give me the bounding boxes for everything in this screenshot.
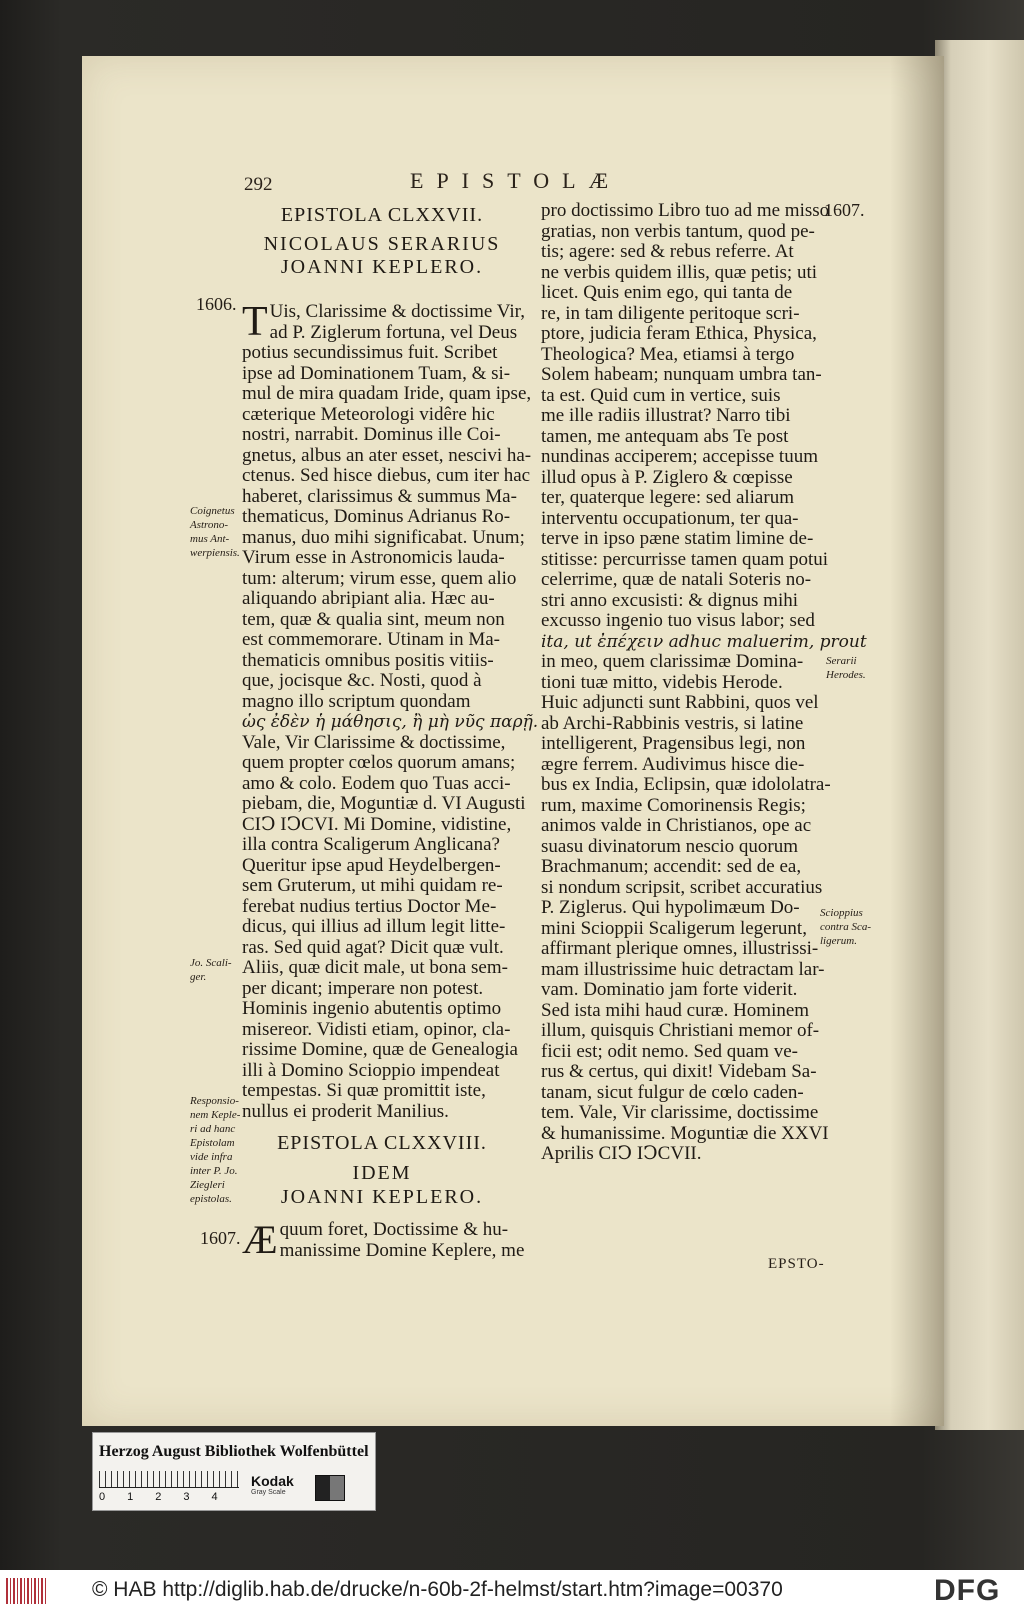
text-line: ab Archi-Rabbinis vestris, si latine [541, 712, 804, 734]
dfg-logo: DFG [934, 1574, 1001, 1607]
margin-note-line: ri ad hanc [190, 1123, 236, 1135]
text-line: tanam, sicut fulgur de cœlo caden- [541, 1081, 804, 1103]
margin-note-line: ger. [190, 971, 207, 983]
text-line: illi à Domino Scioppio impendeat [242, 1059, 500, 1081]
text-line: nostri, narrabit. Dominus ille Coi- [242, 424, 501, 445]
letter178-heading: EPISTOLA CLXXVIII. [277, 1132, 487, 1154]
text-line: ita, ut ἐπέχειν adhuc maluerim, prout [541, 631, 867, 652]
text-line: excusso ingenio tuo visus labor; sed [541, 610, 815, 631]
margin-note-line: contra Sca- [820, 921, 872, 933]
text-line: quum foret, Doctissime & hu- [279, 1219, 509, 1240]
margin-note-line: epistolas. [190, 1193, 232, 1205]
text-line: tum: alterum; virum esse, quem alio [242, 567, 517, 589]
text-line: Aprilis CIↃ IↃCVII. [541, 1143, 702, 1164]
text-line: ipse ad Dominationem Tuam, & si- [242, 362, 511, 384]
text-line: stitisse: percurrisse tamen quam potui [541, 548, 829, 570]
text-line: in meo, quem clarissimæ Domina- [541, 651, 804, 672]
text-line: ὡς ἐδὲν ἡ μάθησις, ἢ μὴ νῦς παρῇ. [242, 712, 539, 732]
text-line: vam. Dominatio jam forte viderit. [541, 979, 798, 1000]
text-line: affirmant plerique omnes, illustrissi- [541, 938, 819, 959]
text-line: manus, duo mihi significabat. Unum; [242, 526, 525, 548]
letter178-year: 1607. [200, 1228, 241, 1248]
margin-note-line: Jo. Scali- [190, 957, 232, 969]
text-line: Sed ista mihi haud curæ. Hominem [541, 999, 810, 1021]
text-line: ctenus. Sed hisce diebus, cum iter hac [242, 465, 531, 486]
letter177-sender: NICOLAUS SERARIUS [263, 233, 501, 255]
letter177-recipient: JOANNI KEPLERO. [280, 256, 484, 278]
margin-note-serarii [826, 654, 866, 682]
text-line: piebam, die, Moguntiæ d. VI Augusti [242, 793, 526, 814]
text-line: cæterique Meteorologi vidêre hic [242, 403, 495, 425]
text-line: licet. Quis enim ego, qui tanta de [541, 282, 793, 303]
text-line: tamen, me antequam abs Te post [541, 425, 789, 447]
text-line: ficii est; odit nemo. Sed quam ve- [541, 1040, 798, 1062]
margin-note-line: Epistolam [190, 1137, 235, 1149]
text-line: Uis, Clarissime & doctissime Vir, [269, 301, 525, 322]
library-name: Herzog August Bibliothek Wolfenbüttel [99, 1443, 369, 1460]
text-line: ad P. Ziglerum fortuna, vel Deus [269, 321, 518, 343]
text-line: thematicis omnibus positis vitiis- [242, 649, 494, 671]
letter178-recipient: JOANNI KEPLERO. [280, 1186, 484, 1208]
text-line: Huic adjuncti sunt Rabbini, quos vel [541, 692, 819, 713]
margin-note-line: inter P. Jo. [190, 1165, 238, 1177]
text-line: terve in ipso pæne statim limine de- [541, 528, 814, 549]
margin-note-line: Astrono- [190, 519, 229, 531]
text-line: magno illo scriptum quondam [242, 690, 471, 712]
catchword: EPSTO- [768, 1256, 825, 1272]
text-line: ter, quaterque legere: sed aliarum [541, 487, 794, 508]
ruler-numbers: 01234 [99, 1491, 240, 1503]
text-line: P. Ziglerus. Qui hypolimæum Do- [541, 897, 800, 918]
margin-note-line: Ziegleri [190, 1179, 225, 1191]
letter178-year-right: 1607. [824, 200, 865, 220]
margin-note-line: mus Ant- [190, 533, 230, 545]
margin-note-line: Serarii [826, 655, 857, 667]
margin-note-line: werpiensis. [190, 547, 240, 559]
text-line: illa contra Scaligerum Anglicana? [242, 834, 500, 855]
text-line: potius secundissimus fuit. Scribet [242, 342, 498, 363]
text-line: ptore, judicia feram Ethica, Physica, [541, 323, 817, 344]
scale-ruler [99, 1471, 239, 1488]
text-line: manissime Domine Keplere, me [279, 1239, 525, 1261]
margin-note-coignetus [190, 504, 240, 560]
text-line: tis; agere: sed & rebus referre. At [541, 241, 794, 262]
text-line: mam illustrissime huic detractam lar- [541, 958, 825, 980]
text-line: Brachmanum; accendit: sed de ea, [541, 856, 802, 877]
text-line: ne verbis quidem illis, quæ petis; uti [541, 261, 818, 283]
text-line: tioni tuæ mitto, videbis Herode. [541, 671, 783, 693]
source-url[interactable]: © HAB http://diglib.hab.de/drucke/n-60b-2f-helmst/start.htm?image=00370 [92, 1578, 783, 1601]
text-line: nullus ei proderit Manilius. [242, 1100, 449, 1122]
letter177-year: 1606. [196, 294, 237, 314]
text-line: tem. Vale, Vir clarissime, doctissime [541, 1102, 819, 1123]
text-line: aliquando abripiant alia. Hæc au- [242, 588, 495, 609]
letter177-body [242, 299, 539, 1122]
text-line: haberet, clarissimus & summus Ma- [242, 485, 517, 507]
text-line: rus & certus, qui dixit! Videbam Sa- [541, 1061, 817, 1082]
text-line: tempestas. Si quæ promittit iste, [242, 1080, 486, 1101]
text-line: CIↃ IↃCVI. Mi Domine, vidistine, [242, 813, 512, 835]
text-line: ferebat nudius tertius Doctor Me- [242, 895, 497, 917]
margin-note-scaliger [190, 956, 232, 984]
text-line: Solem habeam; nunquam umbra tan- [541, 364, 822, 385]
text-line: thematicus, Dominus Adrianus Ro- [242, 506, 511, 527]
letter178-sender: IDEM [352, 1162, 412, 1184]
running-head: EPISTOLÆ [410, 168, 622, 193]
page-number: 292 [244, 174, 273, 195]
text-line: illum, quisquis Christiani memor of- [541, 1020, 820, 1041]
text-line: est commemorare. Utinam in Ma- [242, 629, 501, 650]
margin-note-responsio [190, 1094, 240, 1206]
letter177-heading: EPISTOLA CLXXVII. [280, 204, 484, 226]
text-line: gnetus, albus an ater esset, nescivi ha- [242, 444, 532, 466]
text-line: Hominis ingenio abutentis optimo [242, 998, 502, 1019]
margin-note-line: Coignetus [190, 505, 235, 517]
text-line: illud opus à P. Ziglero & cœpisse [541, 466, 793, 488]
text-line: misereor. Vidisti etiam, opinor, cla- [242, 1018, 511, 1040]
text-line: Aliis, quæ dicit male, ut bona sem- [242, 957, 508, 978]
text-line: animos valde in Christianos, ope ac [541, 815, 812, 836]
text-line: re, in tam diligente peritoque scri- [541, 302, 800, 324]
kodak-logo: Kodak [251, 1473, 294, 1489]
footer-bar [0, 1570, 1024, 1611]
margin-note-line: Responsio- [190, 1095, 239, 1107]
margin-note-line: Scioppius [820, 907, 863, 919]
text-line: mini Scioppii Scaligerum legerunt, [541, 917, 807, 939]
dropcap-ae: Æ [242, 1217, 278, 1262]
text-line: amo & colo. Eodem quo Tuas acci- [242, 772, 511, 794]
text-line: suasu divinatorum nescio quorum [541, 835, 798, 857]
text-line: si nondum scripsit, scribet accuratius [541, 876, 823, 898]
margin-note-line: Herodes. [826, 669, 866, 681]
text-line: Queritur ipse apud Heydelbergen- [242, 854, 501, 876]
margin-note-line: nem Keple- [190, 1109, 241, 1121]
text-line: me ille radiis illustrat? Narro tibi [541, 405, 791, 426]
page-gutter-shadow [890, 56, 944, 1426]
letter178-opening [242, 1217, 525, 1262]
text-line: sem Gruterum, ut mihi quidam re- [242, 875, 503, 896]
gray-scale-label: Gray Scale [251, 1489, 286, 1496]
gray-scale-chip [315, 1475, 345, 1501]
text-line: bus ex India, Eclipsin, quæ idololatra- [541, 774, 831, 795]
text-line: stri anno excusisti: & dignus mihi [541, 589, 799, 611]
dropcap-t: T [242, 299, 268, 345]
text-line: mul de mira quadam Iride, quam ipse, [242, 383, 532, 404]
text-line: rissime Domine, quæ de Genealogia [242, 1039, 518, 1060]
facing-page-edge [935, 40, 1024, 1430]
text-line: que, jocisque &c. Nosti, quod à [242, 670, 482, 691]
text-line: pro doctissimo Libro tuo ad me misso [541, 200, 830, 221]
text-line: ægre ferrem. Audivimus hisce die- [541, 753, 805, 775]
barcode-icon [6, 1578, 48, 1604]
text-line: dicus, qui illius ad illum legit litte- [242, 916, 506, 937]
text-line: gratias, non verbis tantum, quod pe- [541, 220, 815, 242]
text-line: ta est. Quid cum in vertice, suis [541, 384, 781, 406]
margin-note-scioppius [820, 906, 871, 948]
text-line: intelligerent, Pragensibus legi, non [541, 733, 806, 754]
margin-note-line: ligerum. [820, 935, 857, 947]
text-line: & humanissime. Moguntiæ die XXVI [541, 1122, 829, 1144]
text-line: tem, quæ & qualia sint, meum non [242, 608, 505, 630]
margin-note-line: vide infra [190, 1151, 233, 1163]
text-line: per dicant; imperare non potest. [242, 977, 484, 999]
text-line: Virum esse in Astronomicis lauda- [242, 547, 505, 568]
text-line: quem propter cœlos quorum amans; [242, 752, 516, 773]
text-line: nundinas acciperem; accepisse tuum [541, 446, 818, 467]
text-line: Vale, Vir Clarissime & doctissime, [242, 731, 506, 753]
text-line: interventu occupationum, ter qua- [541, 507, 799, 529]
text-line: Theologica? Mea, etiamsi à tergo [541, 343, 795, 365]
library-label-card [92, 1432, 376, 1511]
text-line: rum, maxime Comorinensis Regis; [541, 794, 806, 816]
text-line: ras. Sed quid agat? Dicit quæ vult. [242, 936, 504, 958]
text-line: celerrime, quæ de natali Soteris no- [541, 569, 812, 590]
